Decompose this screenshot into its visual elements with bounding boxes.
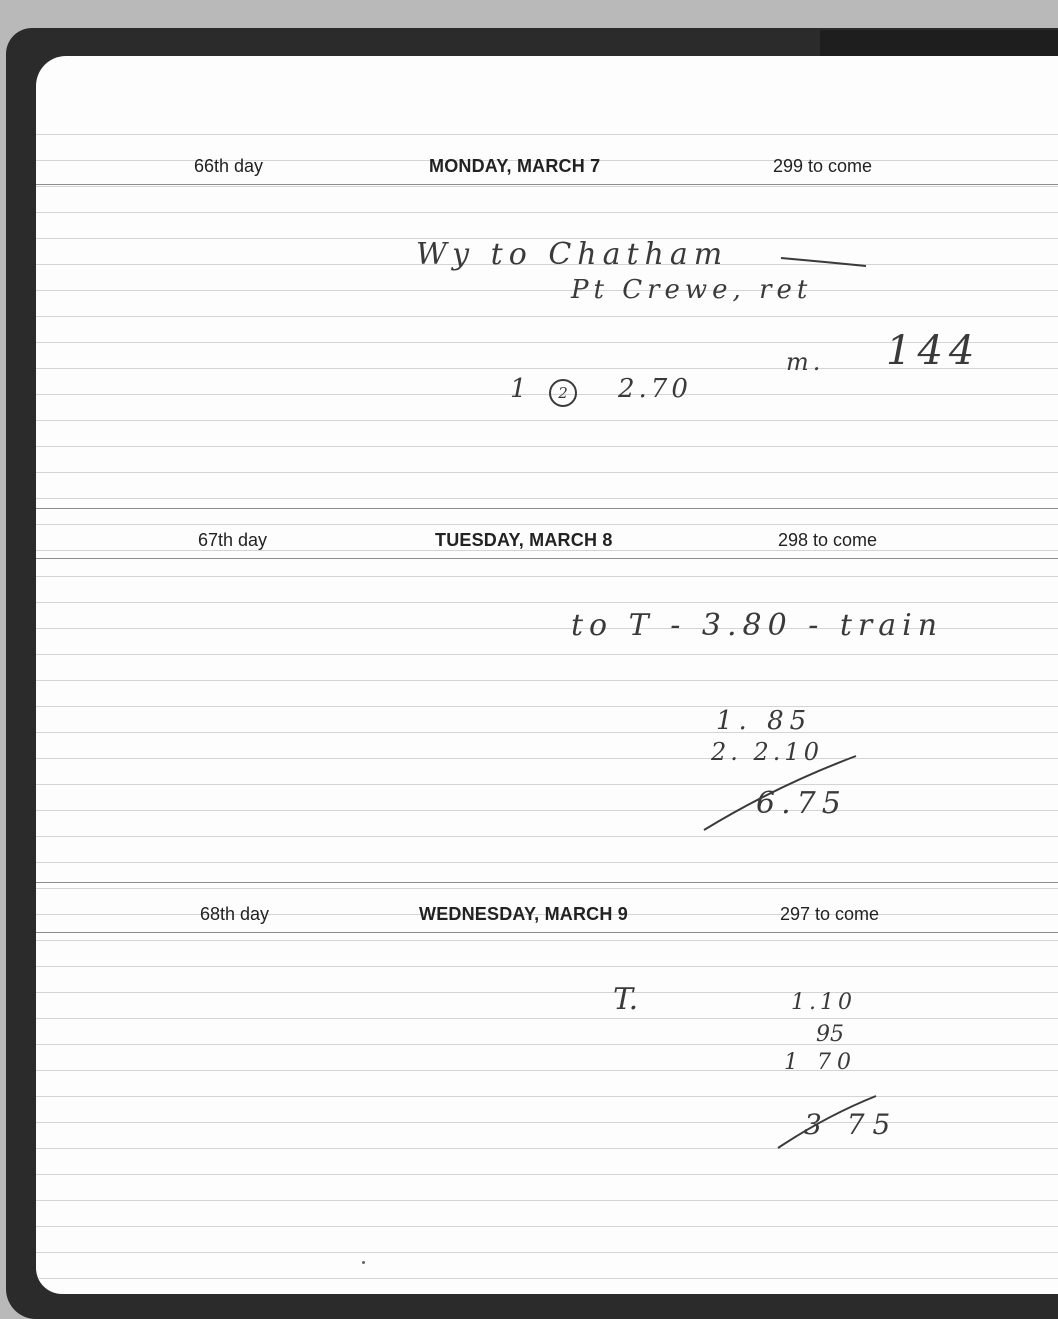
- diary-page: [36, 56, 1058, 1294]
- entry-date: MONDAY, MARCH 7: [429, 156, 601, 176]
- handwritten-note: 2.70: [618, 374, 692, 404]
- handwritten-sum-line: 1 70: [784, 1050, 857, 1075]
- handwritten-sum-line: 1.10: [791, 990, 856, 1015]
- handwritten-note: Pt Crewe, ret: [571, 275, 813, 305]
- handwritten-note: T.: [613, 982, 639, 1017]
- handwritten-note: Wy to Chatham: [416, 237, 729, 272]
- day-of-year: 67th day: [198, 530, 268, 550]
- day-of-year: 66th day: [194, 156, 264, 176]
- days-remaining: 298 to come: [778, 530, 878, 550]
- circled-number: 2: [549, 379, 577, 407]
- handwritten-note: 1: [510, 374, 527, 404]
- handwritten-strokes: [36, 56, 1058, 1294]
- handwritten-note: 144: [886, 328, 981, 374]
- days-remaining: 299 to come: [773, 156, 873, 176]
- handwritten-total: 3 75: [804, 1108, 899, 1141]
- handwritten-sum-line: 2. 2.10: [711, 738, 823, 766]
- sum-line-stroke: [704, 756, 856, 830]
- days-remaining: 297 to come: [780, 904, 880, 924]
- handwritten-sum-line: 1. 85: [716, 706, 813, 736]
- entry-date: TUESDAY, MARCH 8: [435, 530, 613, 550]
- handwritten-note: to T - 3.80 - train: [571, 608, 944, 643]
- handwritten-total: 6.75: [756, 786, 847, 821]
- sum-line-stroke: [778, 1096, 876, 1148]
- handwritten-sum-line: 95: [816, 1022, 844, 1047]
- handwritten-note: m.: [786, 348, 825, 376]
- underline-stroke: [781, 258, 866, 266]
- entry-date: WEDNESDAY, MARCH 9: [419, 904, 628, 924]
- page-speck: [362, 1261, 365, 1264]
- day-of-year: 68th day: [200, 904, 270, 924]
